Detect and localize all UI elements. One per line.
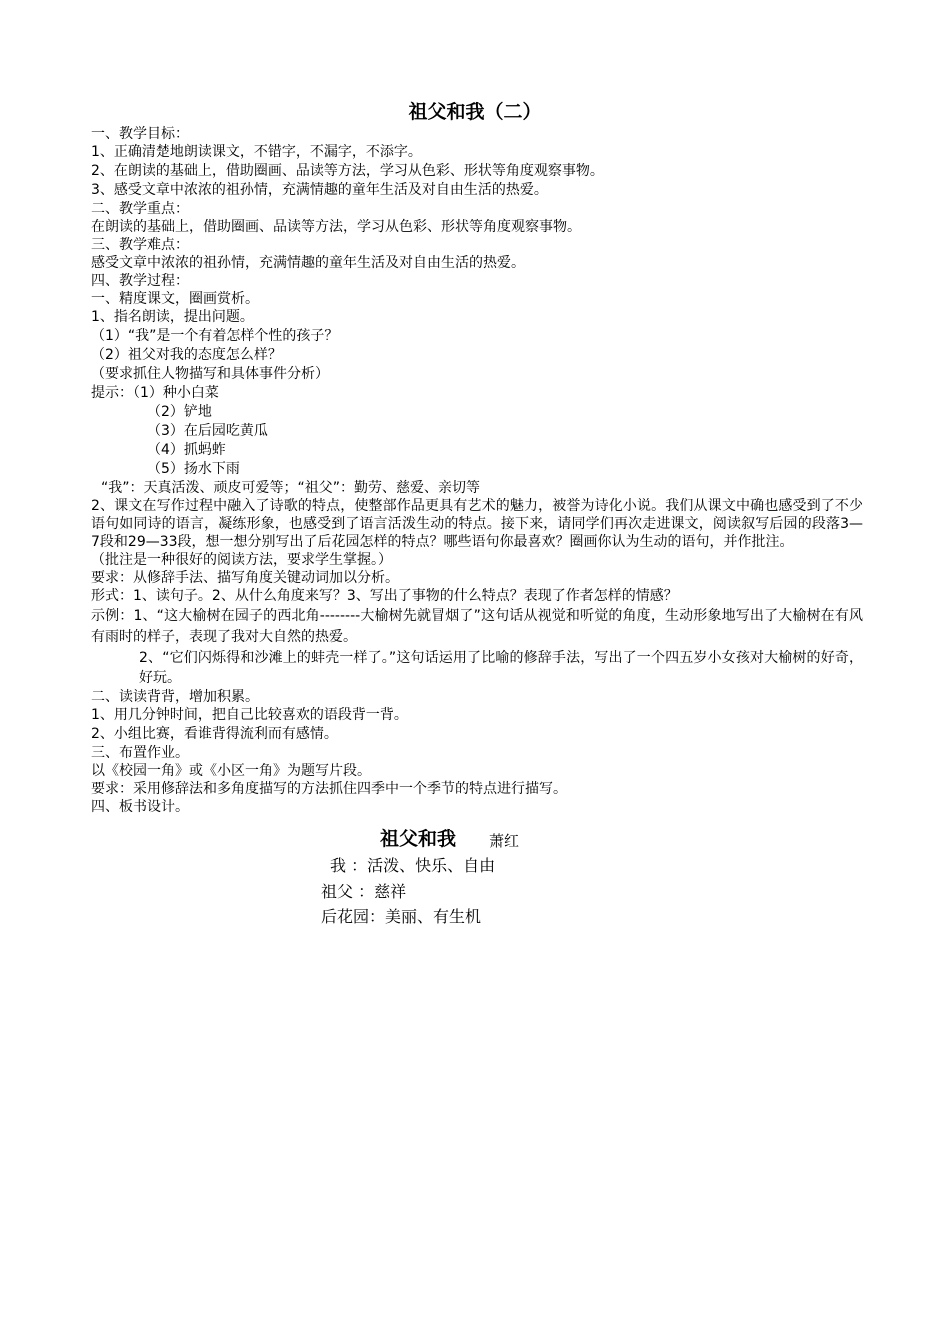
board-line-garden: 后花园：美丽、有生机	[321, 907, 482, 926]
format-line: 形式：1、读句子。2、从什么角度来写？3、写出了事物的什么特点？表现了作者怎样的情感？	[91, 588, 678, 604]
homework-requirement: 要求：采用修辞法和多角度描写的方法抓住四季中一个季节的特点进行描写。	[91, 781, 567, 797]
process-step-2-2: 2、小组比赛，看谁背得流利而有感情。	[91, 726, 338, 742]
question-2: （2）祖父对我的态度怎么样？	[91, 347, 282, 363]
section-heading-key-points: 二、教学重点：	[91, 201, 189, 217]
process-step-1-2: 2、课文在写作过程中融入了诗歌的特点，使整部作品更具有艺术的魅力，被誉为诗化小说。我们从课文中确也感受到了不少语句如同诗的语言，凝练形象，也感受到了语言活泼生动的特点。接下来，请同学们再次走进课文，阅读叙写后园的段落3—7段和29—33段，想一想分别写出了后花园怎样的特点？哪些语句你最喜欢？圈画你认为生动的语句，并作批注。	[91, 498, 863, 550]
hint-item-5: （5）扬水下雨	[147, 461, 240, 477]
board-title: 祖父和我	[380, 828, 457, 850]
requirement-line: 要求：从修辞手法、描写角度关键动词加以分析。	[91, 570, 399, 586]
process-step-2-1: 1、用几分钟时间，把自己比较喜欢的语段背一背。	[91, 707, 408, 723]
homework-text: 以《校园一角》或《小区一角》为题写片段。	[91, 763, 371, 779]
process-step-1-1: 1、指名朗读，提出问题。	[91, 309, 254, 325]
objective-item-2: 2、在朗读的基础上，借助圈画、品读等方法，学习从色彩、形状等角度观察事物。	[91, 163, 604, 179]
example-1: 示例：1、“这大榆树在园子的西北角--------大榆树先就冒烟了”这句话从视觉和听觉的角度，生动形象地写出了大榆树在有风有雨时的样子，表现了我对大自然的热爱。	[91, 608, 863, 645]
annotation-note: （批注是一种很好的阅读方法，要求学生掌握。）	[91, 552, 392, 568]
question-1: （1）“我”是一个有着怎样个性的孩子？	[91, 328, 339, 344]
hint-item-2: （2）铲地	[147, 404, 212, 420]
board-line-me: 我 ：活泼、快乐、自由	[330, 856, 496, 875]
section-heading-process: 四、教学过程：	[91, 273, 189, 289]
section-heading-objectives: 一、教学目标：	[91, 126, 189, 142]
example-2: 2、“它们闪烁得和沙滩上的蚌壳一样了。”这句话运用了比喻的修辞手法，写出了一个四五岁小女孩对大榆树的好奇，好玩。	[139, 650, 863, 686]
section-heading-difficulties: 三、教学难点：	[91, 237, 189, 253]
objective-item-3: 3、感受文章中浓浓的祖孙情，充满情趣的童年生活及对自由生活的热爱。	[91, 182, 548, 198]
hint-item-3: （3）在后园吃黄瓜	[147, 423, 268, 439]
process-step-3-heading: 三、布置作业。	[91, 745, 189, 761]
board-author: 萧红	[489, 832, 520, 850]
key-points-text: 在朗读的基础上，借助圈画、品读等方法，学习从色彩、形状等角度观察事物。	[91, 219, 581, 235]
document-title: 祖父和我（二）	[408, 101, 542, 123]
process-step-4-heading: 四、板书设计。	[91, 799, 189, 815]
process-step-1-heading: 一、精度课文，圈画赏析。	[91, 291, 259, 307]
lesson-plan-body	[91, 125, 863, 816]
character-summary: “我”：天真活泼、顽皮可爱等；“祖父”：勤劳、慈爱、亲切等	[101, 480, 481, 496]
board-line-grandfather: 祖父 ：慈祥	[321, 882, 407, 901]
question-note: （要求抓住人物描写和具体事件分析）	[91, 366, 329, 382]
process-step-2-heading: 二、读读背背，增加积累。	[91, 689, 259, 705]
objective-item-1: 1、正确清楚地朗读课文，不错字，不漏字，不添字。	[91, 144, 422, 160]
hint-item-4: （4）抓蚂蚱	[147, 442, 226, 458]
hint-line: 提示：（1）种小白菜	[91, 385, 219, 401]
difficulties-text: 感受文章中浓浓的祖孙情，充满情趣的童年生活及对自由生活的热爱。	[91, 255, 525, 271]
